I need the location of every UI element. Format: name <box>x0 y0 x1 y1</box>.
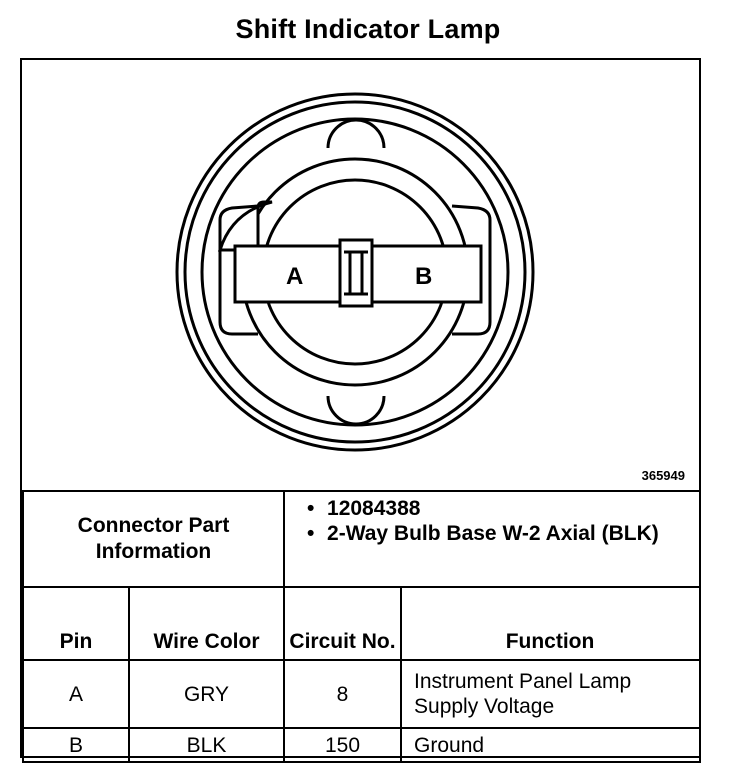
connector-info-list <box>284 491 700 587</box>
header-wire-color: Wire Color <box>129 587 284 660</box>
pin-cell: B <box>23 728 129 762</box>
wire-color-cell: BLK <box>129 728 284 762</box>
header-function: Function <box>401 587 700 660</box>
function-cell: Ground <box>401 728 700 762</box>
diagram-title: Shift Indicator Lamp <box>235 14 501 44</box>
header-pin: Pin <box>23 587 129 660</box>
circuit-cell: 8 <box>284 660 401 728</box>
pin-a-label: A <box>286 263 304 290</box>
connector-description: • 2-Way Bulb Base W-2 Axial (BLK) <box>299 521 699 546</box>
right-clip-top <box>452 206 490 220</box>
connector-diagram <box>22 60 699 490</box>
circuit-cell: 150 <box>284 728 401 762</box>
pin-cell: A <box>23 660 129 728</box>
function-cell: Instrument Panel Lamp Supply Voltage <box>401 660 700 728</box>
figure-id: 365949 <box>641 468 685 483</box>
diagram-frame <box>20 58 701 758</box>
connector-info-label: Connector Part Information <box>23 491 284 587</box>
bottom-tab <box>328 396 384 424</box>
wire-color-cell: GRY <box>129 660 284 728</box>
connector-info-row <box>23 491 700 587</box>
center-separator <box>340 240 372 306</box>
top-tab <box>328 120 384 148</box>
pin-b-label: B <box>415 263 433 290</box>
connector-table <box>22 490 701 763</box>
connector-face-drawing <box>22 60 699 490</box>
table-header-row <box>23 587 700 660</box>
header-circuit: Circuit No. <box>284 587 401 660</box>
table-row <box>23 660 700 728</box>
connector-part-number: • 12084388 <box>299 496 699 521</box>
table-row <box>23 728 700 762</box>
